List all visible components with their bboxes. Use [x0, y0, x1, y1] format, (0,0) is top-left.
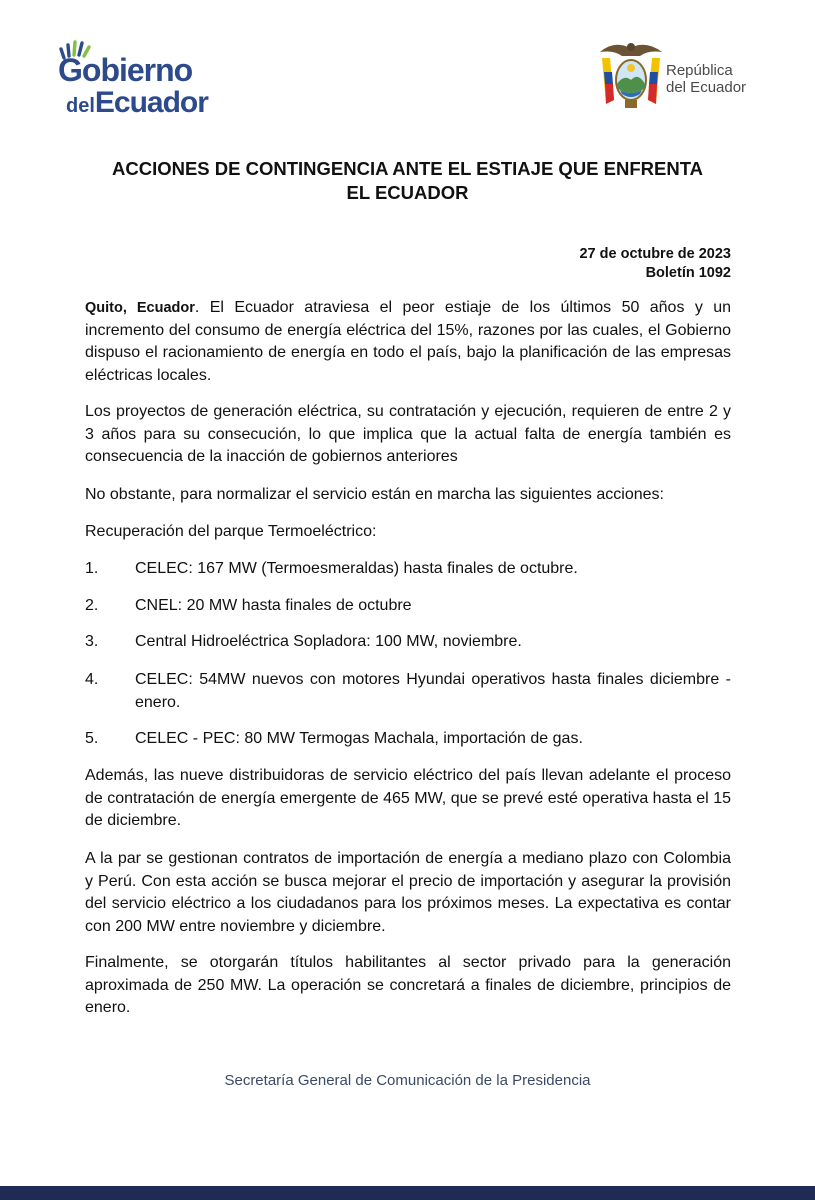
list-item — [85, 669, 731, 714]
list-item-number: 1. — [85, 560, 99, 577]
list-item — [85, 595, 731, 618]
logo-ecuador-word: Ecuador — [94, 86, 208, 119]
list-item-text: CNEL: 20 MW hasta finales de octubre — [135, 597, 412, 614]
list-item-text: Central Hidroeléctrica Sopladora: 100 MW, noviembre. — [135, 633, 522, 650]
republica-ecuador-logo — [596, 38, 776, 118]
paragraph-7: Finalmente, se otorgarán títulos habilitantes al sector privado para la generación aproximada de 250 MW. La operación se concretará a finales de diciembre, principios de enero. — [85, 954, 731, 1016]
list-item — [85, 558, 731, 581]
list-item-number: 5. — [85, 730, 99, 747]
logo-del-word: del — [66, 95, 95, 117]
list-item-number: 3. — [85, 633, 99, 650]
republica-ecuador-text — [666, 62, 746, 96]
list-item-text: CELEC: 54MW nuevos con motores Hyundai operativos hasta finales diciembre - enero. — [135, 671, 731, 711]
gobierno-ecuador-logo — [56, 38, 226, 118]
document-date: 27 de octubre de 2023 — [579, 246, 731, 262]
list-item — [85, 631, 731, 654]
list-item-number: 2. — [85, 597, 99, 614]
bottom-color-bar — [0, 1186, 815, 1200]
paragraph-1 — [85, 297, 731, 387]
paragraph-5: Además, las nueve distribuidoras de servicio eléctrico del país llevan adelante el proceso de contratación de energía emergente de 465 MW, que se prevé esté operativa hasta el 15 de diciembre. — [85, 767, 731, 829]
footer-secretaria: Secretaría General de Comunicación de la Presidencia — [224, 1072, 591, 1089]
paragraph-2: Los proyectos de generación eléctrica, su contratación y ejecución, requieren de entre 2 y 3 años para su consecución, lo que implica que la actual falta de energía también es consecuencia de la inacción de gobiernos anteriores — [85, 403, 731, 465]
list-item-text: CELEC: 167 MW (Termoesmeraldas) hasta finales de octubre. — [135, 560, 578, 577]
list-item — [85, 728, 731, 751]
coat-of-arms-icon — [596, 38, 666, 114]
paragraph-1-lead: Quito, Ecuador — [85, 300, 195, 316]
list-item-text: CELEC - PEC: 80 MW Termogas Machala, importación de gas. — [135, 730, 583, 747]
list-item-number: 4. — [85, 671, 99, 688]
paragraph-6: A la par se gestionan contratos de importación de energía a mediano plazo con Colombia y Perú. Con esta acción se busca mejorar el precio de importación y asegurar la provisión del servicio eléctrico a los ciudadanos para los próximos meses. La expectativa es contar con 200 MW entre noviembre y diciembre. — [85, 850, 731, 935]
bulletin-number: Boletín 1092 — [645, 265, 731, 281]
title-line-2: EL ECUADOR — [346, 182, 469, 203]
paragraph-1-text: . El Ecuador atraviesa el peor estiaje de los últimos 50 años y un incremento del consumo de energía eléctrica del 15%, razones por las cuales, el Gobierno dispuso el racionamiento de energía en todo el país, bajo la planificación de las empresas eléctricas locales. — [85, 299, 732, 384]
logo-del-ecuador-text: del Ecuador — [666, 79, 747, 96]
logo-republica-word: República — [666, 62, 733, 79]
paragraph-4: Recuperación del parque Termoeléctrico: — [85, 523, 377, 540]
date-block — [579, 245, 731, 283]
logo-gobierno-word: Gobierno — [58, 52, 193, 88]
document-title — [60, 157, 755, 205]
title-line-1: ACCIONES DE CONTINGENCIA ANTE EL ESTIAJE QUE ENFRENTA — [111, 158, 704, 179]
paragraph-3: No obstante, para normalizar el servicio están en marcha las siguientes acciones: — [85, 486, 664, 503]
logo-del-ecuador-word — [66, 86, 208, 120]
